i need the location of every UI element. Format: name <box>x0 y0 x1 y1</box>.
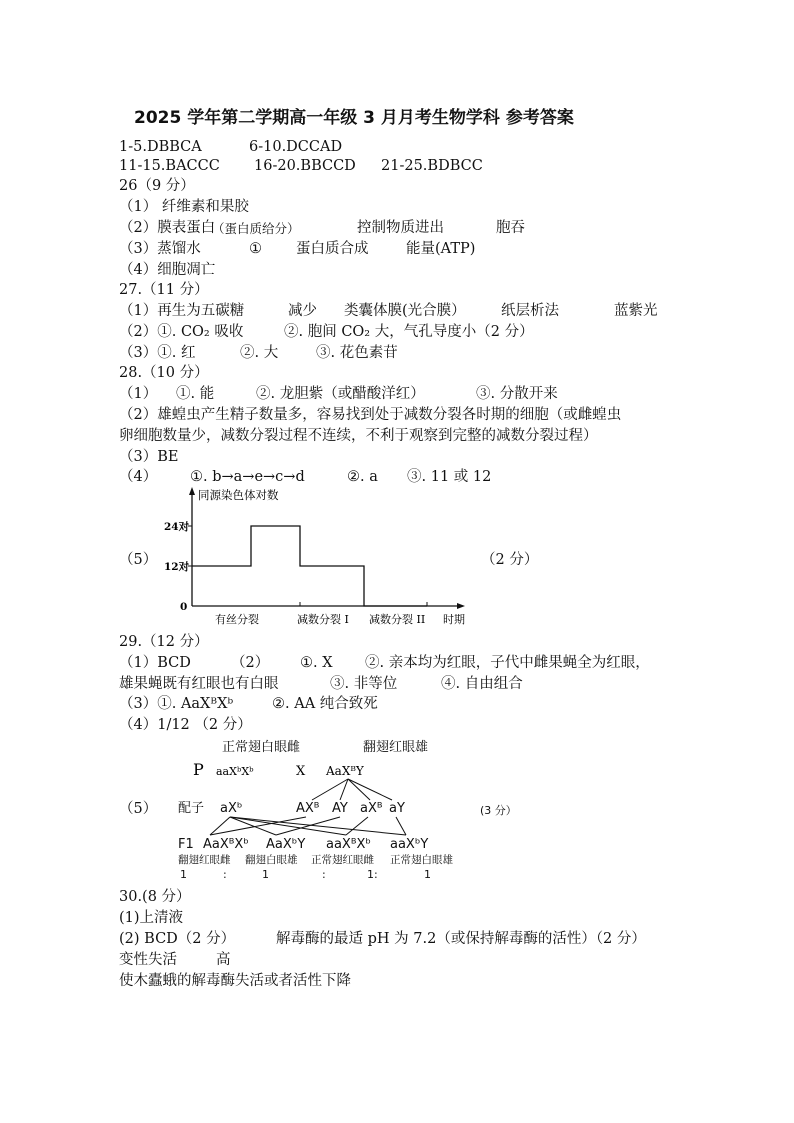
line-dad-g5 <box>348 779 392 800</box>
q29-answer-4: （4）1/12 （2 分） <box>119 717 252 733</box>
q29-answer-3b: ②. AA 纯合致死 <box>272 696 378 712</box>
q28-answer-4a: （4） <box>119 469 158 485</box>
gamete-1: aXᵇ <box>220 801 243 816</box>
homologous-pairs-chart <box>155 485 480 630</box>
offspring-1-phenotype: 翻翅红眼雌 <box>178 854 231 866</box>
ratio-colon-2: : <box>322 868 326 881</box>
q28-answer-3: （3）BE <box>119 449 179 465</box>
q28-answer-1c: ②. 龙胆紫（或醋酸洋红） <box>256 386 425 402</box>
mc-answers-21-25: 21-25.BDBCC <box>381 158 483 174</box>
q27-answer-1a: （1）再生为五碳糖 <box>119 303 245 319</box>
q27-answer-3c: ③. 花色素苷 <box>316 345 398 361</box>
x-category-mitosis: 有丝分裂 <box>215 613 259 626</box>
q30-answer-1: (1)上清液 <box>119 910 184 926</box>
x-axis-arrow <box>457 603 465 609</box>
ratio-colon-1: : <box>223 868 227 881</box>
q28-answer-2-line2: 卵细胞数量少，减数分裂过程不连续，不利于观察到完整的减数分裂过程） <box>119 428 598 444</box>
q28-answer-4b: ①. b→a→e→c→d <box>190 469 305 485</box>
q29-answer-2c: ④. 自由组合 <box>441 676 523 692</box>
q29-answer-1d: ②. 亲本均为红眼，子代中雌果蝇全为红眼， <box>365 655 650 671</box>
line-dad-g4 <box>348 779 370 800</box>
cross-p-label: P <box>193 760 204 779</box>
genetic-cross-diagram <box>170 735 550 885</box>
mc-answers-1-5: 1-5.DBBCA <box>119 139 202 155</box>
x-category-meiosis-2: 减数分裂 II <box>369 613 426 626</box>
q29-answer-2b: ③. 非等位 <box>330 676 398 692</box>
q29-answer-5: （5） <box>119 801 158 817</box>
q30-answer-3b: 高 <box>216 952 231 968</box>
y-tick-12: 12对 <box>164 561 190 573</box>
q28-answer-2-line1: （2）雄蝗虫产生精子数量多，容易找到处于减数分裂各时期的细胞（或雌蝗虫 <box>119 407 622 423</box>
q28-answer-1d: ③. 分散开来 <box>476 386 558 402</box>
cross-mom-phenotype: 正常翅白眼雌 <box>222 740 301 755</box>
q26-header: 26（9 分） <box>119 178 195 194</box>
q30-answer-2b: 解毒酶的最适 pH 为 7.2（或保持解毒酶的活性）（2 分） <box>276 931 646 947</box>
ratio-4: 1 <box>424 868 431 881</box>
offspring-3-genotype: aaXᴮXᵇ <box>326 837 371 852</box>
offspring-4-phenotype: 正常翅白眼雄 <box>390 854 453 866</box>
offspring-4-genotype: aaXᵇY <box>390 837 429 852</box>
q30-answer-2a: (2) BCD（2 分） <box>119 931 236 947</box>
offspring-2-phenotype: 翻翅白眼雄 <box>245 854 298 866</box>
q28-answer-5a: （5） <box>119 552 158 568</box>
q27-answer-1e: 蓝紫光 <box>614 303 658 319</box>
ratio-2: 1 <box>262 868 269 881</box>
f1-label: F1 <box>178 837 194 852</box>
y-tick-0: 0 <box>180 601 188 613</box>
q27-header: 27.（11 分） <box>119 282 209 298</box>
cross-p-mom: aaXᵇXᵇ <box>216 765 254 778</box>
mc-answers-16-20: 16-20.BBCCD <box>254 158 356 174</box>
ratio-1: 1 <box>180 868 187 881</box>
q27-answer-2b: ②. 胞间 CO₂ 大，气孔导度小（2 分） <box>284 324 534 340</box>
q26-answer-3b: ① <box>249 241 262 257</box>
offspring-2-genotype: AaXᵇY <box>266 837 306 852</box>
mc-answers-6-10: 6-10.DCCAD <box>249 139 343 155</box>
q26-answer-1: （1） 纤维素和果胶 <box>119 199 249 215</box>
q26-answer-3c: 蛋白质合成 <box>296 241 369 257</box>
q27-answer-3b: ②. 大 <box>240 345 279 361</box>
ratio-3: 1: <box>367 868 378 881</box>
q28-answer-5-score: （2 分） <box>481 552 539 568</box>
q27-answer-2a: （2）①. CO₂ 吸收 <box>119 324 244 340</box>
cross-symbol: X <box>296 764 306 779</box>
q26-answer-3a: （3）蒸馏水 <box>119 241 201 257</box>
q30-answer-3a: 变性失活 <box>119 952 177 968</box>
line-dad-g2 <box>312 779 348 800</box>
mc-answers-11-15: 11-15.BACCC <box>119 158 220 174</box>
y-axis-label: 同源染色体对数 <box>198 488 279 502</box>
q27-answer-3a: （3）①. 红 <box>119 345 196 361</box>
q26-answer-2d: 胞吞 <box>496 220 525 236</box>
q28-answer-1b: ①. 能 <box>176 386 215 402</box>
q26-answer-2a: （2）膜表蛋白 <box>119 220 216 236</box>
gamete-label: 配子 <box>178 801 205 816</box>
q27-answer-1d: 纸层析法 <box>501 303 559 319</box>
cross-dad-phenotype: 翻翅红眼雄 <box>363 740 429 755</box>
y-tick-24: 24对 <box>164 521 190 533</box>
line-dad-g3 <box>340 779 348 800</box>
gamete-4: aXᴮ <box>360 801 383 816</box>
cross-p-dad: AaXᴮY <box>326 764 364 778</box>
q29-answer-3a: （3）①. AaXᴮXᵇ <box>119 696 234 712</box>
offspring-1-genotype: AaXᴮXᵇ <box>203 837 249 852</box>
offspring-3-phenotype: 正常翅红眼雌 <box>311 854 374 866</box>
q27-answer-1c: 类囊体膜(光合膜） <box>344 303 466 319</box>
gamete-3: AY <box>332 801 348 816</box>
q26-answer-3d: 能量(ATP) <box>406 241 476 257</box>
step-line-series <box>192 526 427 606</box>
gamete-2: AXᴮ <box>296 801 320 816</box>
q29-header: 29.（12 分） <box>119 634 209 650</box>
q29-answer-1a: （1）BCD <box>119 655 191 671</box>
q26-answer-4: （4）细胞凋亡 <box>119 262 216 278</box>
q28-answer-1a: （1） <box>119 386 158 402</box>
line-g5-o4 <box>396 817 406 835</box>
q27-answer-1b: 减少 <box>288 303 317 319</box>
q26-answer-2c: 控制物质进出 <box>357 220 444 236</box>
line-g4-o3 <box>346 817 368 835</box>
q30-answer-4: 使木蠹蛾的解毒酶失活或者活性下降 <box>119 973 351 989</box>
q30-header: 30.(8 分） <box>119 889 191 905</box>
q26-answer-2-note: （蛋白质给分） <box>212 221 300 236</box>
x-axis-label: 时期 <box>443 613 465 626</box>
q28-answer-4c: ②. a <box>347 469 378 485</box>
cross-score: (3 分） <box>480 804 517 817</box>
q29-answer-1b: （2） <box>231 655 270 671</box>
q29-answer-1c: ①. X <box>300 655 333 671</box>
x-category-meiosis-1: 减数分裂 I <box>297 613 349 626</box>
page-title: 2025 学年第二学期高一年级 3 月月考生物学科 参考答案 <box>134 108 574 128</box>
q29-answer-2a: 雄果蝇既有红眼也有白眼 <box>119 676 279 692</box>
y-axis-arrow <box>189 487 195 495</box>
q28-answer-4d: ③. 11 或 12 <box>407 469 492 485</box>
q28-header: 28.（10 分） <box>119 365 209 381</box>
gamete-5: aY <box>389 801 405 816</box>
